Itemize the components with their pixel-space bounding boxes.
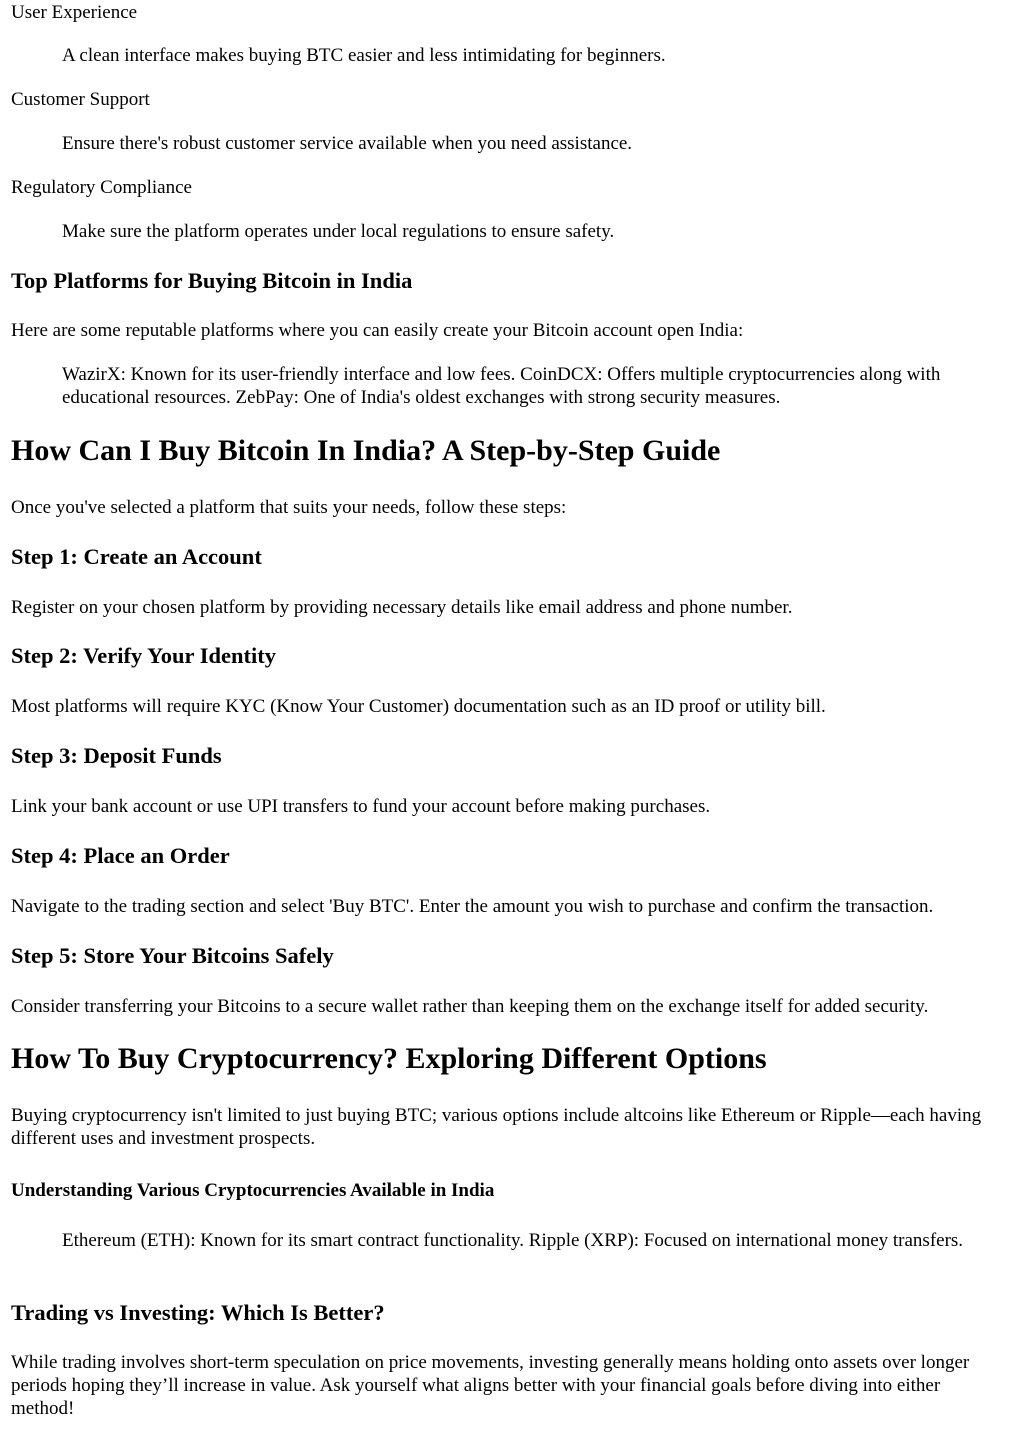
step-3-text: Link your bank account or use UPI transfers to fund your account before making purchases. [11, 796, 711, 817]
crypto-list: Ethereum (ETH): Known for its smart contract functionality. Ripple (XRP): Focused on international money transfers. [62, 1230, 964, 1251]
crypto-heading: How To Buy Cryptocurrency? Exploring Different Options [11, 1042, 767, 1075]
step-4-text: Navigate to the trading section and select 'Buy BTC'. Enter the amount you wish to purchase and confirm the transaction. [11, 896, 934, 917]
step-1-heading: Step 1: Create an Account [11, 544, 262, 569]
guide-intro: Once you've selected a platform that suits your needs, follow these steps: [11, 497, 567, 518]
platforms-intro: Here are some reputable platforms where you can easily create your Bitcoin account open India: [11, 320, 744, 341]
platforms-heading: Top Platforms for Buying Bitcoin in India [11, 268, 413, 293]
crypto-intro: Buying cryptocurrency isn't limited to just buying BTC; various options include altcoins like Ethereum or Ripple—each having different uses and investment prospects. [11, 1105, 982, 1149]
step-4-heading: Step 4: Place an Order [11, 843, 230, 868]
criteria-term-user-experience: User Experience [11, 2, 138, 23]
trading-heading: Trading vs Investing: Which Is Better? [11, 1300, 385, 1325]
platforms-list: WazirX: Known for its user-friendly interface and low fees. CoinDCX: Offers multiple cryptocurrencies along with educational resources. ZebPay: One of India's oldest exchanges with strong security measures. [62, 364, 941, 408]
criteria-desc-user-experience: A clean interface makes buying BTC easier and less intimidating for beginners. [62, 45, 666, 66]
trading-text: While trading involves short-term speculation on price movements, investing generally means holding onto assets over longer periods hoping they’ll increase in value. Ask yourself what aligns better with your financial goals before diving into either method! [11, 1352, 970, 1419]
step-2-heading: Step 2: Verify Your Identity [11, 643, 277, 668]
crypto-subheading: Understanding Various Cryptocurrencies Available in India [11, 1180, 495, 1201]
step-3-heading: Step 3: Deposit Funds [11, 743, 222, 768]
step-2-text: Most platforms will require KYC (Know Your Customer) documentation such as an ID proof or utility bill. [11, 696, 826, 717]
guide-heading: How Can I Buy Bitcoin In India? A Step-by-Step Guide [11, 434, 721, 467]
step-1-text: Register on your chosen platform by providing necessary details like email address and phone number. [11, 597, 793, 618]
criteria-term-regulatory-compliance: Regulatory Compliance [11, 177, 192, 198]
criteria-desc-regulatory-compliance: Make sure the platform operates under local regulations to ensure safety. [62, 221, 615, 242]
criteria-term-customer-support: Customer Support [11, 89, 150, 110]
criteria-desc-customer-support: Ensure there's robust customer service available when you need assistance. [62, 133, 633, 154]
step-5-text: Consider transferring your Bitcoins to a secure wallet rather than keeping them on the exchange itself for added security. [11, 996, 929, 1017]
step-5-heading: Step 5: Store Your Bitcoins Safely [11, 943, 334, 968]
